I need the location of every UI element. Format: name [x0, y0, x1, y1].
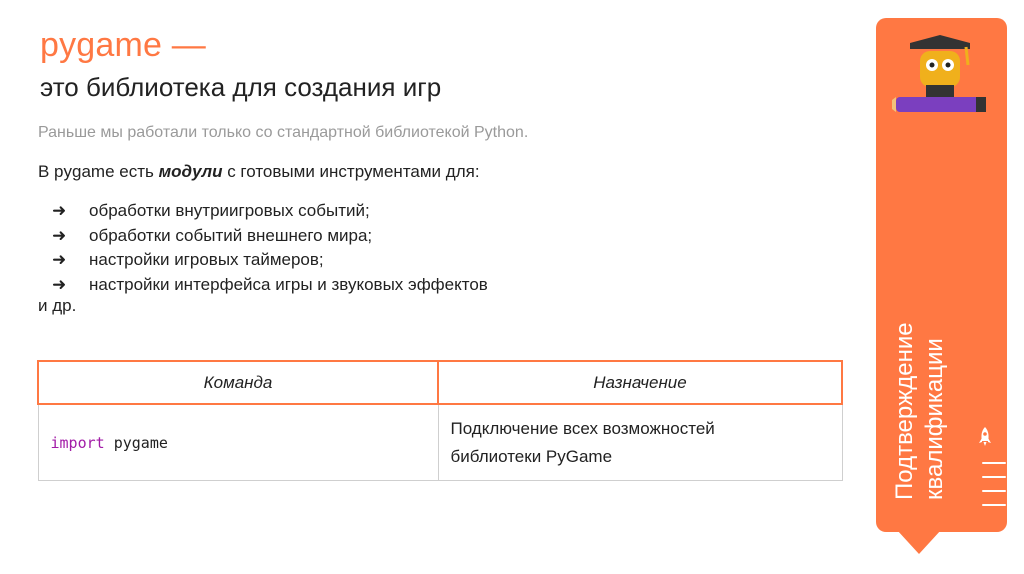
mascot-icon [892, 35, 992, 121]
intro-suffix: с готовыми инструментами для: [222, 162, 480, 181]
decor-line [982, 504, 1006, 506]
code-keyword: import [50, 433, 105, 452]
code-cell [38, 404, 438, 481]
table-header-row [38, 361, 842, 404]
intro-paragraph [38, 162, 480, 182]
sidebar-caption [890, 322, 950, 500]
intro-emphasis: модули [158, 162, 223, 181]
list-item-text: обработки внутриигровых событий; [89, 201, 370, 220]
sidebar-decor-lines [982, 462, 1006, 518]
previous-note: Раньше мы работали только со стандартной библиотекой Python. [38, 124, 529, 141]
command-table [37, 360, 843, 481]
sidebar-caption-line: Подтверждение [891, 322, 918, 500]
sidebar-caption-line: квалификации [921, 338, 948, 500]
description-line: Подключение всех возможностей [450, 418, 715, 438]
intro-prefix: В pygame есть [38, 162, 159, 181]
list-item-text: обработки событий внешнего мира; [89, 225, 373, 245]
column-header-purpose: Назначение [438, 361, 842, 404]
description-cell [438, 404, 842, 481]
arrow-icon: ➜ [52, 274, 67, 294]
feature-list [52, 199, 488, 297]
list-item-text: настройки игровых таймеров; [89, 250, 324, 269]
decor-line [982, 476, 1006, 478]
table-row [38, 404, 842, 481]
list-item [52, 273, 488, 298]
column-header-command: Команда [38, 361, 438, 404]
page-title: pygame — [40, 26, 207, 64]
decor-line [982, 490, 1006, 492]
sidebar-pointer [897, 530, 941, 554]
arrow-icon: ➜ [52, 201, 67, 220]
arrow-icon: ➜ [52, 225, 67, 245]
description-line: библиотеки PyGame [450, 446, 613, 466]
arrow-icon: ➜ [52, 250, 67, 269]
page-subtitle: это библиотека для создания игр [40, 72, 442, 102]
list-item [52, 248, 488, 273]
list-item [52, 199, 488, 224]
list-item [52, 224, 488, 249]
list-tail: и др. [38, 296, 77, 315]
list-item-text: настройки интерфейса игры и звуковых эффектов [89, 274, 488, 294]
rocket-icon [978, 427, 992, 447]
decor-line [982, 462, 1006, 464]
code-text: pygame [104, 433, 168, 452]
